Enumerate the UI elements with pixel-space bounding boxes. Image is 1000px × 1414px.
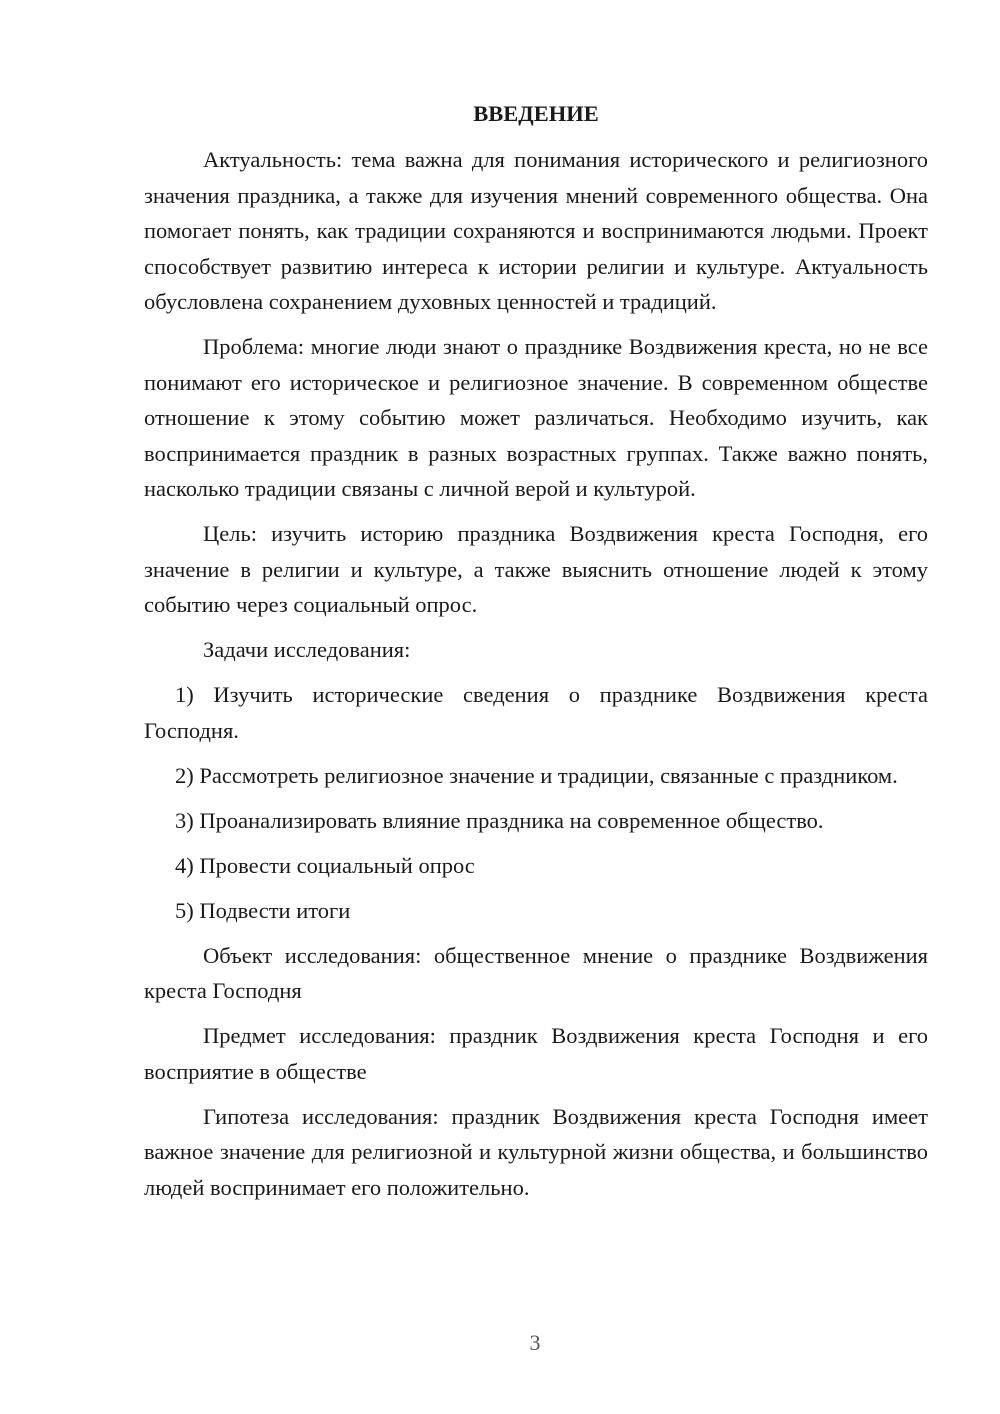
- relevance-paragraph: Актуальность: тема важна для понимания исторического и религиозного значения праздника, а также для изучения мнений современного общества. Она помогает понять, как традиции сохраняются и воспринимаются людьми. Проект способствует развитию интереса к истории религии и культуре. Актуальность обусловлена сохранением духовных ценностей и традиций.: [144, 147, 928, 314]
- task-item-5: 5) Подвести итоги: [175, 897, 351, 923]
- task-item-1: 1) Изучить исторические сведения о празднике Воздвижения креста Господня.: [144, 682, 928, 743]
- goal-paragraph: Цель: изучить историю праздника Воздвижения креста Господня, его значение в религии и культуре, а также выяснить отношение людей к этому событию через социальный опрос.: [144, 521, 928, 617]
- tasks-intro: Задачи исследования:: [203, 637, 411, 662]
- section-heading: ВВЕДЕНИЕ: [473, 101, 599, 126]
- task-item-3: 3) Проанализировать влияние праздника на современное общество.: [175, 807, 824, 833]
- subject-paragraph: Предмет исследования: праздник Воздвижения креста Господня и его восприятие в обществе: [144, 1023, 928, 1084]
- object-paragraph: Объект исследования: общественное мнение о празднике Воздвижения креста Господня: [144, 942, 928, 1003]
- task-item-4: 4) Провести социальный опрос: [175, 852, 475, 878]
- page-number: 3: [529, 1330, 541, 1355]
- hypothesis-paragraph: Гипотеза исследования: праздник Воздвижения креста Господня имеет важное значение для религиозной и культурной жизни общества, и большинство людей воспринимает его положительно.: [144, 1103, 928, 1200]
- document-page: [144, 96, 928, 1215]
- task-item-2: 2) Рассмотреть религиозное значение и традиции, связанные с праздником.: [175, 762, 898, 788]
- problem-paragraph: Проблема: многие люди знают о празднике Воздвижения креста, но не все понимают его историческое и религиозное значение. В современном обществе отношение к этому событию может различаться. Необходимо изучить, как воспринимается праздник в разных возрастных группах. Также важно понять, насколько традиции связаны с личной верой и культурой.: [144, 334, 928, 501]
